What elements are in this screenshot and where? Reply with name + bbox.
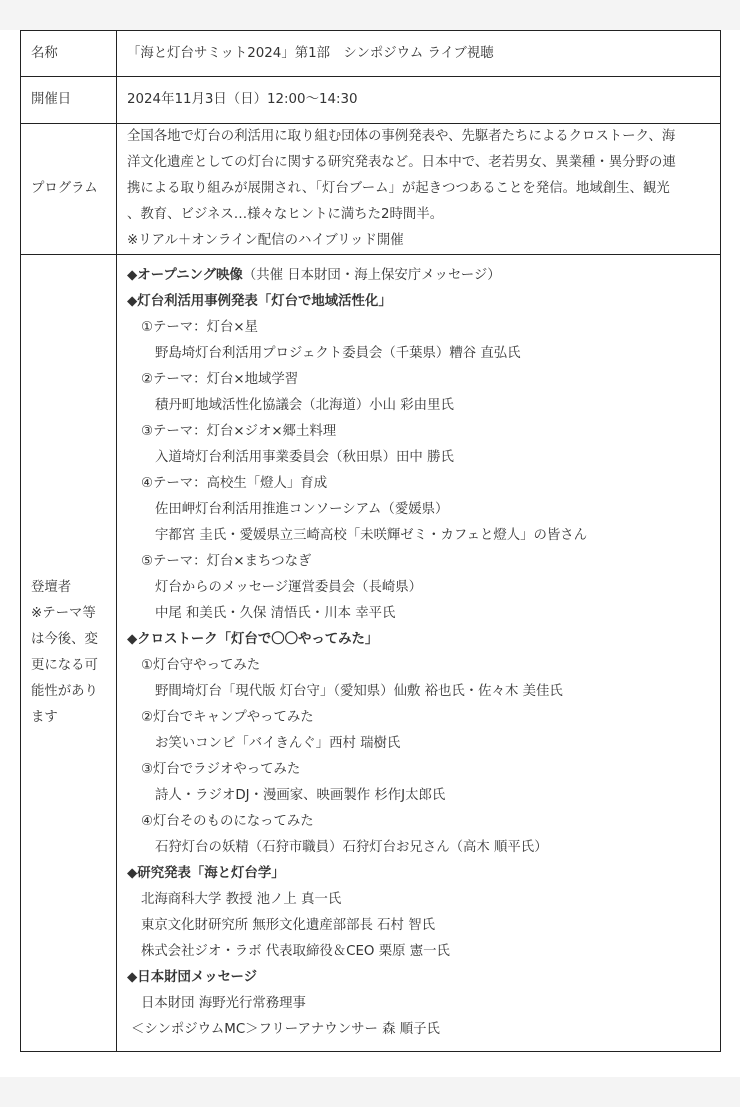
event-name: 「海と灯台サミット2024」第1部 シンポジウム ライブ視聴: [117, 31, 721, 77]
research-presenter: 北海商科大学 教授 池ノ上 真一氏: [141, 892, 342, 907]
program-label: プログラム: [21, 124, 117, 255]
research-title: ◆研究発表「海と灯台学」: [127, 866, 285, 881]
crosstalk-item: ③灯台でラジオやってみた: [141, 762, 301, 777]
crosstalk-title: ◆クロストーク「灯台で〇〇やってみた」: [127, 632, 379, 647]
speakers-list: [117, 255, 721, 1052]
research-presenter: 株式会社ジオ・ラボ 代表取締役＆CEO 栗原 憲一氏: [141, 944, 450, 959]
program-description: [117, 124, 721, 255]
case-presenter: 入道埼灯台利活用事業委員会（秋田県）田中 勝氏: [155, 450, 454, 465]
program-line: 全国各地で灯台の利活用に取り組む団体の事例発表や、先駆者たちによるクロストーク、海: [127, 129, 676, 144]
opening-section: [127, 263, 710, 289]
case-presenter: 灯台からのメッセージ運営委員会（長崎県）: [155, 580, 423, 595]
nippon-foundation-title: ◆日本財団メッセージ: [127, 970, 258, 985]
cases-title: ◆灯台利活用事例発表「灯台で地域活性化」: [127, 294, 392, 309]
crosstalk-item: ④灯台そのものになってみた: [141, 814, 314, 829]
program-line: 、教育、ビジネス…様々なヒントに満ちた2時間半。: [127, 207, 444, 222]
case-presenter: 野島埼灯台利活用プロジェクト委員会（千葉県）糟谷 直弘氏: [155, 346, 521, 361]
speakers-note-line: ※テーマ等: [31, 606, 96, 621]
program-note: ※リアル＋オンライン配信のハイブリッド開催: [127, 233, 404, 248]
table-row-program: [21, 124, 721, 255]
case-presenter: 中尾 和美氏・久保 清悟氏・川本 幸平氏: [155, 606, 396, 621]
table-row-speakers: [21, 255, 721, 1052]
speakers-note-line: 更になる可: [31, 658, 98, 673]
program-line: 携による取り組みが展開され、「灯台ブーム」が起きつつあることを発信。地域創生、観光: [127, 181, 670, 196]
crosstalk-item: ②灯台でキャンプやってみた: [141, 710, 314, 725]
research-presenter: 東京文化財研究所 無形文化遺産部部長 石村 智氏: [141, 918, 435, 933]
date-label: 開催日: [21, 77, 117, 124]
case-theme: ③テーマ：灯台×ジオ×郷土料理: [141, 424, 337, 439]
case-theme: ①テーマ：灯台×星: [141, 320, 258, 335]
crosstalk-presenter: 詩人・ラジオDJ・漫画家、映画製作 杉作J太郎氏: [155, 788, 446, 803]
event-info-table: [20, 30, 721, 1052]
table-row-name: [21, 31, 721, 77]
crosstalk-presenter: お笑いコンビ「バイきんぐ」西村 瑞樹氏: [155, 736, 401, 751]
case-theme: ②テーマ：灯台×地域学習: [141, 372, 299, 387]
crosstalk-presenter: 野間埼灯台「現代版 灯台守」（愛知県）仙敷 裕也氏・佐々木 美佳氏: [155, 684, 563, 699]
symposium-mc: ＜シンポジウムMC＞フリーアナウンサー 森 順子氏: [131, 1022, 440, 1037]
crosstalk-presenter: 石狩灯台の妖精（石狩市職員）石狩灯台お兄さん（高木 順平氏）: [155, 840, 548, 855]
speakers-label-cell: [21, 255, 117, 1052]
speakers-note-line: 能性があり: [31, 684, 98, 699]
case-presenter: 佐田岬灯台利活用推進コンソーシアム（愛媛県）: [155, 502, 449, 517]
table-row-date: [21, 77, 721, 124]
case-presenter: 宇都宮 圭氏・愛媛県立三崎高校「未咲輝ゼミ・カフェと燈人」の皆さん: [155, 528, 588, 543]
case-theme: ⑤テーマ：灯台×まちつなぎ: [141, 554, 312, 569]
speakers-note-line: は今後、変: [31, 632, 98, 647]
nippon-foundation-speaker: 日本財団 海野光行常務理事: [141, 996, 306, 1011]
crosstalk-item: ①灯台守やってみた: [141, 658, 261, 673]
speakers-note-line: ます: [31, 710, 58, 725]
opening-note: （共催 日本財団・海上保安庁メッセージ）: [242, 268, 501, 283]
case-theme: ④テーマ：高校生「燈人」育成: [141, 476, 328, 491]
opening-title: ◆オープニング映像: [127, 268, 243, 283]
name-label: 名称: [21, 31, 117, 77]
speakers-label: 登壇者: [31, 580, 72, 595]
program-line: 洋文化遺産としての灯台に関する研究発表など。日本中で、老若男女、異業種・異分野の連: [127, 155, 676, 170]
event-date: 2024年11月3日（日）12:00〜14:30: [117, 77, 721, 124]
case-presenter: 積丹町地域活性化協議会（北海道）小山 彩由里氏: [155, 398, 454, 413]
